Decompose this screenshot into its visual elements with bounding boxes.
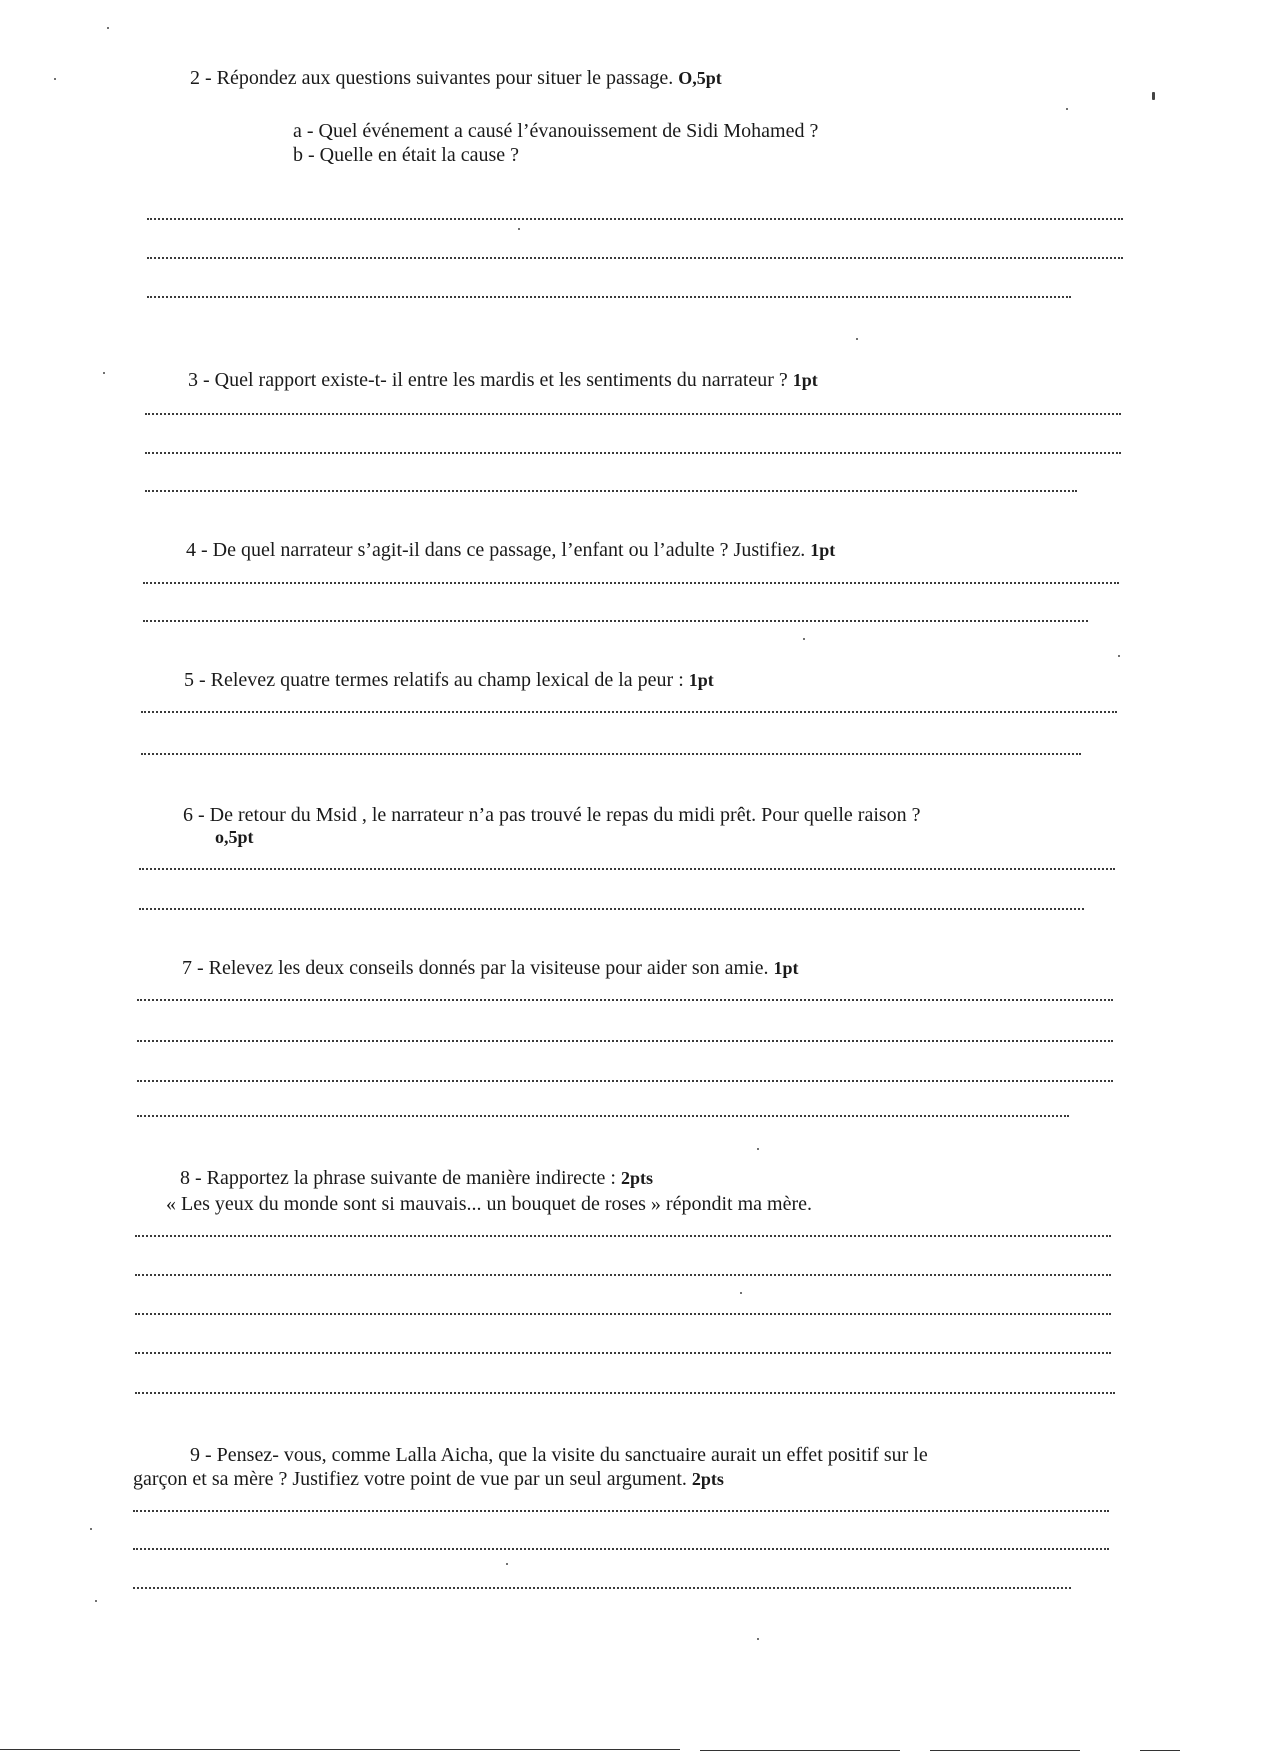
question-7-text: 7 - Relevez les deux conseils donnés par la visiteuse pour aider son amie. bbox=[182, 957, 769, 979]
question-2b: b - Quelle en était la cause ? bbox=[293, 144, 519, 166]
answer-line[interactable] bbox=[147, 257, 1123, 259]
question-4-points: 1pt bbox=[810, 540, 836, 560]
answer-line[interactable] bbox=[137, 1115, 1069, 1117]
answer-line[interactable] bbox=[145, 490, 1077, 492]
question-8-points: 2pts bbox=[620, 1168, 653, 1188]
question-7 bbox=[182, 956, 799, 980]
question-9-text: garçon et sa mère ? Justifiez votre point de vue par un seul argument. bbox=[133, 1468, 687, 1490]
answer-line[interactable] bbox=[141, 753, 1081, 755]
question-9-points: 2pts bbox=[691, 1469, 724, 1489]
answer-line[interactable] bbox=[135, 1392, 1115, 1394]
answer-line[interactable] bbox=[135, 1352, 1111, 1354]
question-5-text: 5 - Relevez quatre termes relatifs au champ lexical de la peur : bbox=[184, 669, 684, 691]
scan-speck bbox=[95, 1600, 97, 1602]
scan-speck bbox=[1118, 655, 1120, 657]
question-2-points: O,5pt bbox=[678, 68, 722, 88]
answer-line[interactable] bbox=[135, 1313, 1111, 1315]
answer-line[interactable] bbox=[143, 620, 1088, 622]
answer-line[interactable] bbox=[141, 711, 1117, 713]
answer-line[interactable] bbox=[133, 1548, 1109, 1550]
question-9-line-1: 9 - Pensez- vous, comme Lalla Aicha, que la visite du sanctuaire aurait un effet positif sur le bbox=[190, 1444, 928, 1466]
answer-line[interactable] bbox=[139, 908, 1084, 910]
answer-line[interactable] bbox=[143, 582, 1119, 584]
page-edge-line bbox=[1140, 1750, 1180, 1751]
question-4 bbox=[186, 538, 835, 562]
question-3 bbox=[188, 368, 818, 392]
scan-speck bbox=[103, 372, 105, 374]
page-edge-line bbox=[0, 1749, 680, 1750]
question-8-text: 8 - Rapportez la phrase suivante de manière indirecte : bbox=[180, 1167, 616, 1189]
scan-speck bbox=[1066, 108, 1068, 110]
scan-speck bbox=[803, 638, 805, 640]
question-6 bbox=[183, 803, 921, 827]
scan-speck bbox=[54, 78, 56, 80]
question-6-text: 6 - De retour du Msid , le narrateur n’a pas trouvé le repas du midi prêt. Pour quelle raison ? bbox=[183, 804, 921, 826]
question-2 bbox=[190, 66, 722, 90]
answer-line[interactable] bbox=[137, 999, 1113, 1001]
scan-speck bbox=[90, 1528, 92, 1530]
question-2a: a - Quel événement a causé l’évanouissement de Sidi Mohamed ? bbox=[293, 120, 819, 142]
answer-line[interactable] bbox=[145, 413, 1121, 415]
scan-speck bbox=[506, 1563, 508, 1565]
answer-line[interactable] bbox=[147, 218, 1123, 220]
answer-line[interactable] bbox=[145, 452, 1121, 454]
question-8 bbox=[180, 1166, 653, 1190]
answer-line[interactable] bbox=[135, 1235, 1111, 1237]
answer-line[interactable] bbox=[133, 1510, 1109, 1512]
answer-line[interactable] bbox=[137, 1040, 1113, 1042]
question-2-text: 2 - Répondez aux questions suivantes pour situer le passage. bbox=[190, 67, 674, 89]
question-6-points: o,5pt bbox=[215, 827, 254, 847]
answer-line[interactable] bbox=[137, 1080, 1113, 1082]
question-5 bbox=[184, 668, 714, 692]
answer-line[interactable] bbox=[133, 1587, 1071, 1589]
question-9 bbox=[133, 1467, 724, 1491]
question-3-text: 3 - Quel rapport existe-t- il entre les mardis et les sentiments du narrateur ? bbox=[188, 369, 788, 391]
question-7-points: 1pt bbox=[773, 958, 799, 978]
answer-line[interactable] bbox=[139, 868, 1115, 870]
answer-line[interactable] bbox=[135, 1274, 1111, 1276]
scan-speck bbox=[856, 338, 858, 340]
question-3-points: 1pt bbox=[792, 370, 818, 390]
page-edge-line bbox=[930, 1750, 1080, 1751]
answer-line[interactable] bbox=[147, 296, 1071, 298]
question-4-text: 4 - De quel narrateur s’agit-il dans ce passage, l’enfant ou l’adulte ? Justifiez. bbox=[186, 539, 806, 561]
scan-speck bbox=[107, 27, 109, 29]
scan-speck bbox=[518, 228, 520, 230]
scan-speck bbox=[757, 1148, 759, 1150]
question-8-quote: « Les yeux du monde sont si mauvais... un bouquet de roses » répondit ma mère. bbox=[166, 1193, 812, 1215]
scan-speck bbox=[1152, 92, 1155, 100]
scan-speck bbox=[740, 1292, 742, 1294]
scan-speck bbox=[757, 1638, 759, 1640]
question-5-points: 1pt bbox=[688, 670, 714, 690]
page-edge-line bbox=[700, 1750, 900, 1751]
